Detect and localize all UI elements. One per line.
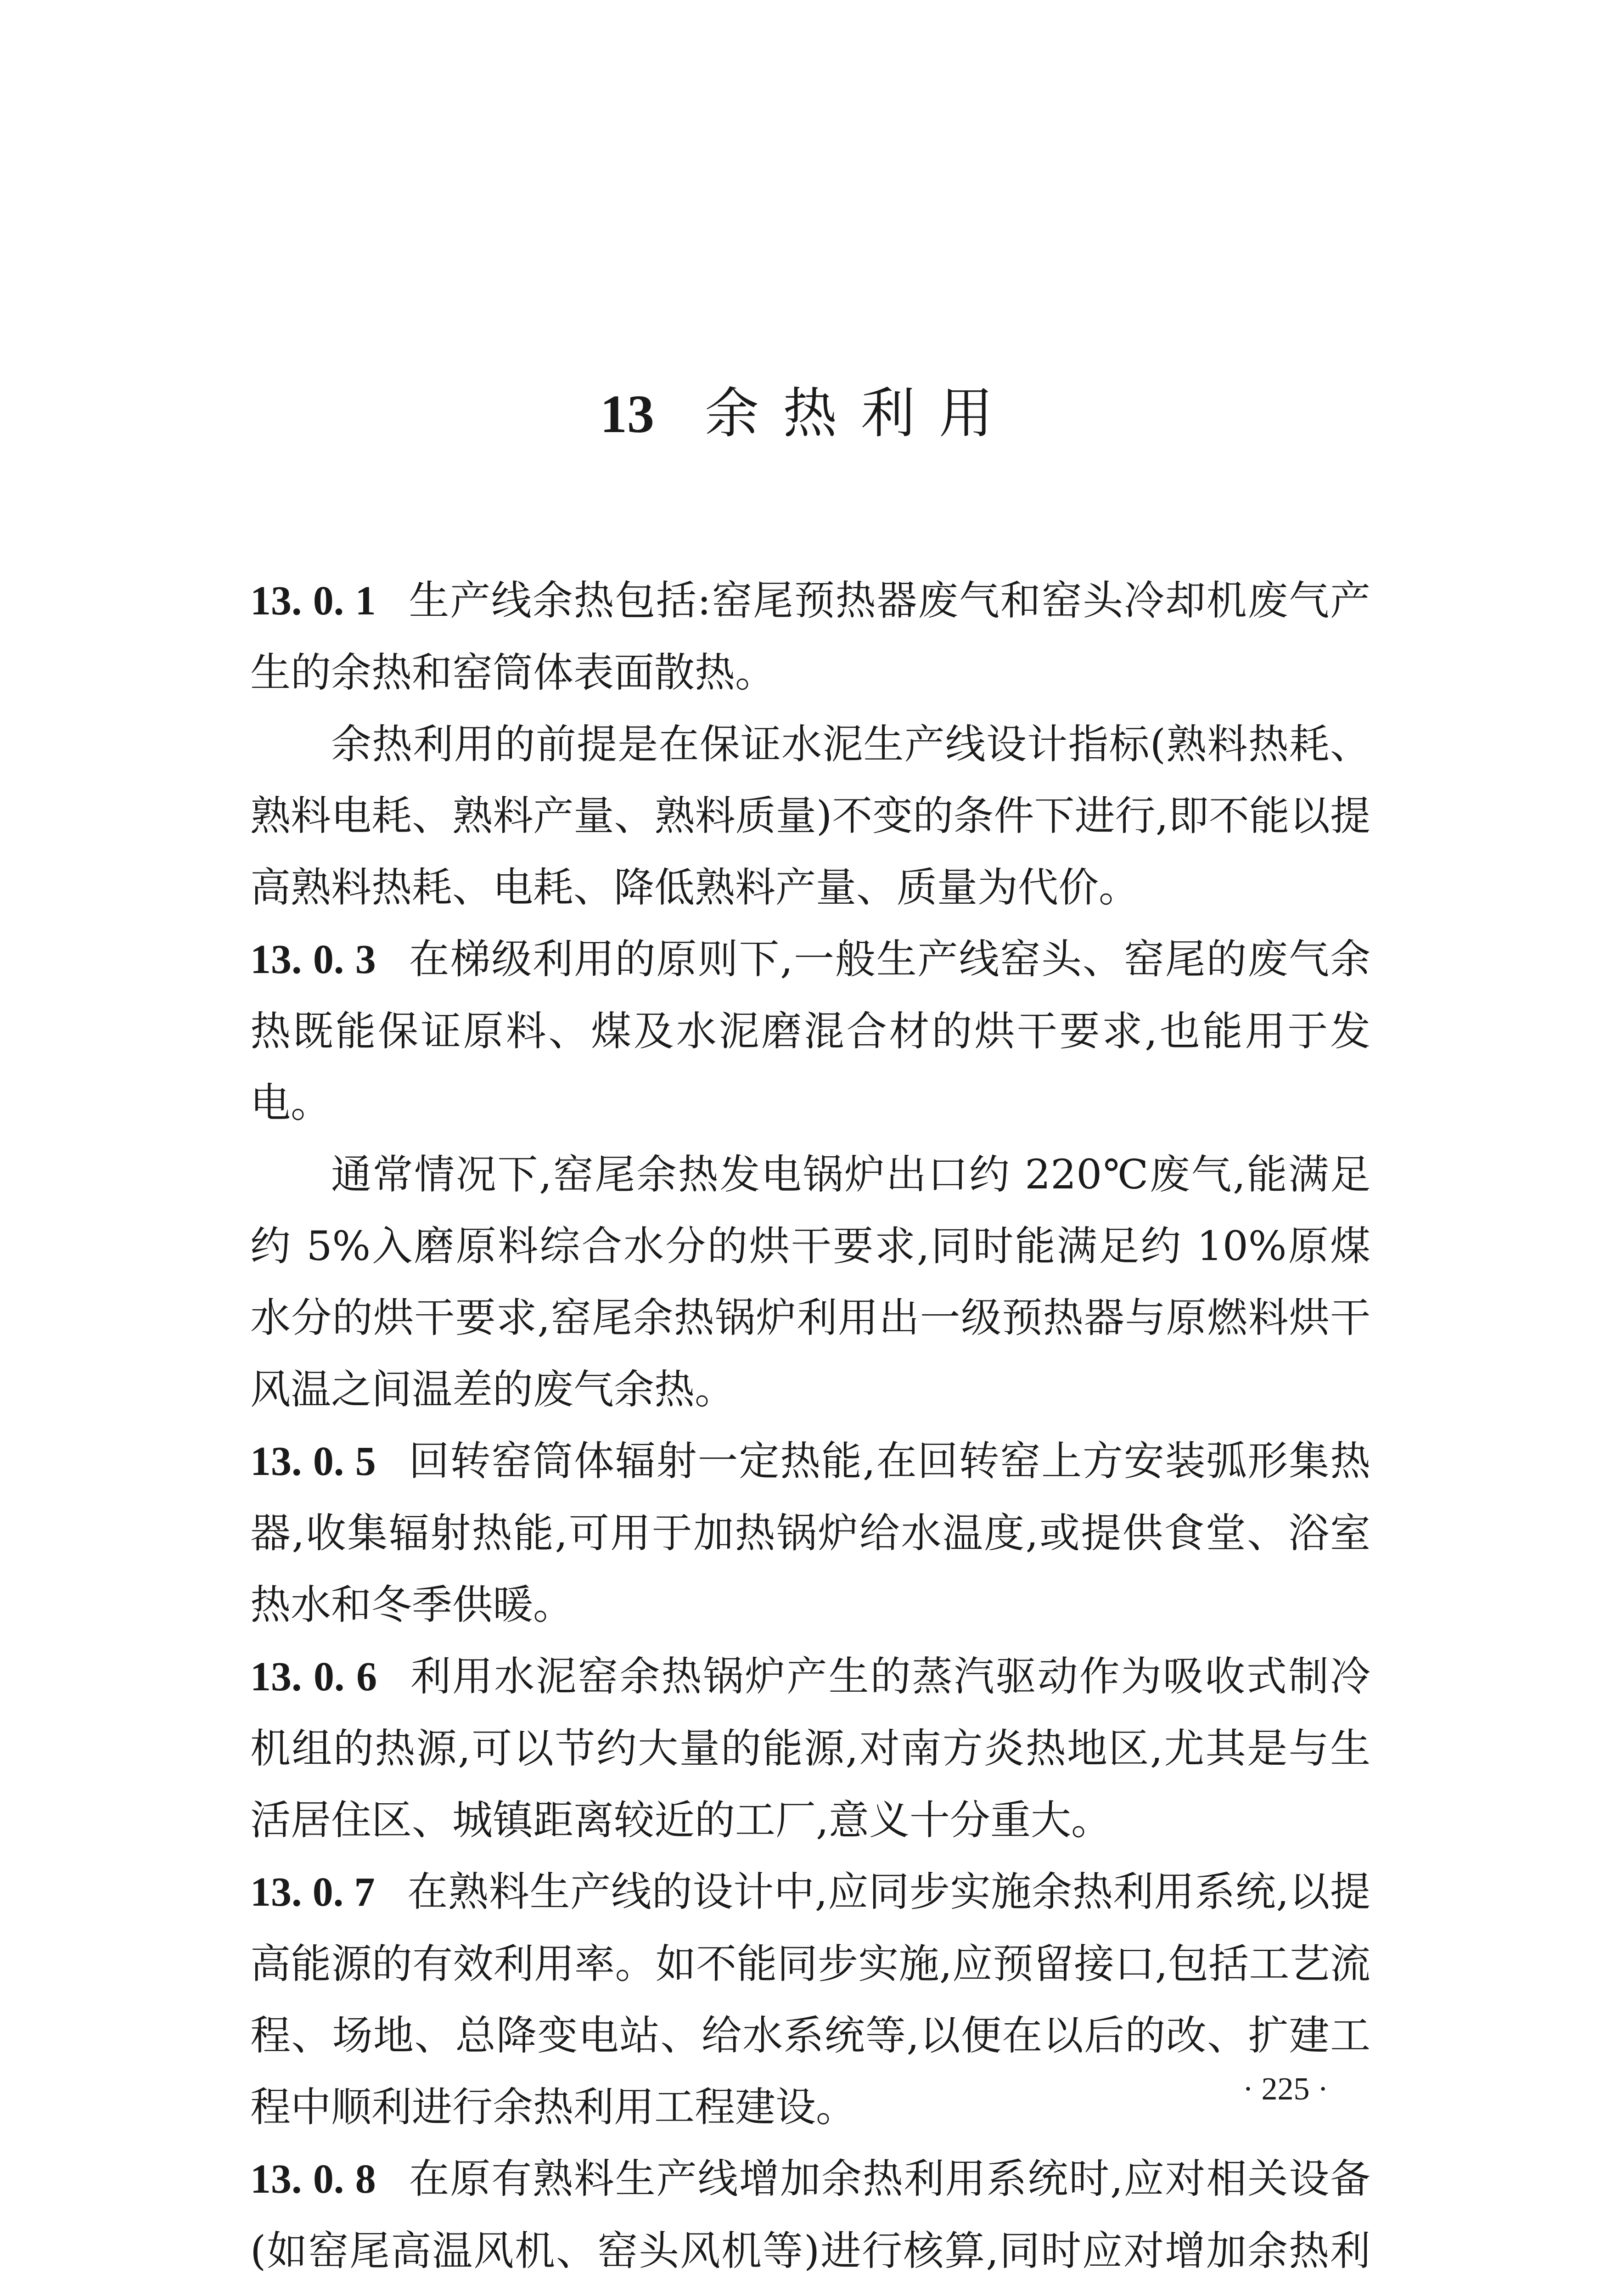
paragraph-text: 通常情况下,窑尾余热发电锅炉出口约 220℃废气,能满足约 5%入磨原料综合水分的烘干要求,同时能满足约 10%原煤水分的烘干要求,窑尾余热锅炉利用出一级预热器与原燃料烘干风温之间温差的废气余热。	[250, 1151, 1370, 1413]
clause-number: 13. 0. 6	[250, 1654, 377, 1699]
clause-13-0-5	[250, 1425, 1370, 1641]
clause-number: 13. 0. 3	[250, 937, 376, 982]
clause-number: 13. 0. 5	[250, 1439, 376, 1484]
paragraph	[250, 1139, 1370, 1425]
clause-13-0-1	[250, 565, 1370, 709]
clause-number: 13. 0. 7	[250, 1869, 375, 1915]
clause-text: 生产线余热包括:窑尾预热器废气和窑头冷却机废气产生的余热和窑筒体表面散热。	[250, 577, 1371, 696]
paragraph-text: 余热利用的前提是在保证水泥生产线设计指标(熟料热耗、熟料电耗、熟料产量、熟料质量)不变的条件下进行,即不能以提高熟料热耗、电耗、降低熟料产量、质量为代价。	[250, 720, 1370, 911]
clause-number: 13. 0. 1	[250, 578, 376, 624]
paragraph	[250, 709, 1370, 923]
clause-13-0-7	[250, 1856, 1370, 2143]
chapter-number: 13	[600, 384, 654, 444]
clause-text: 在原有熟料生产线增加余热利用系统时,应对相关设备(如窑尾高温风机、窑头风机等)进行核算,同时应对增加余热利	[250, 2155, 1370, 2274]
clause-13-0-8	[250, 2143, 1370, 2296]
chapter-name: 余热利用	[704, 382, 1017, 445]
body-text	[250, 565, 1370, 2296]
page-number: · 225 ·	[1242, 2071, 1329, 2107]
clause-text: 在熟料生产线的设计中,应同步实施余热利用系统,以提高能源的有效利用率。如不能同步实施,应预留接口,包括工艺流程、场地、总降变电站、给水系统等,以便在以后的改、扩建工程中顺利进行余热利用工程建设。	[250, 1868, 1371, 2131]
clause-text: 利用水泥窑余热锅炉产生的蒸汽驱动作为吸收式制冷机组的热源,可以节约大量的能源,对南方炎热地区,尤其是与生活居住区、城镇距离较近的工厂,意义十分重大。	[250, 1653, 1371, 1844]
clause-13-0-3	[250, 923, 1370, 1139]
clause-text: 回转窑筒体辐射一定热能,在回转窑上方安装弧形集热器,收集辐射热能,可用于加热锅炉给水温度,或提供食堂、浴室热水和冬季供暖。	[250, 1437, 1370, 1628]
clause-13-0-6	[250, 1641, 1370, 1856]
clause-text: 在梯级利用的原则下,一般生产线窑头、窑尾的废气余热既能保证原料、煤及水泥磨混合材的烘干要求,也能用于发电。	[250, 935, 1370, 1126]
clause-number: 13. 0. 8	[250, 2156, 376, 2202]
chapter-title	[0, 377, 1617, 451]
